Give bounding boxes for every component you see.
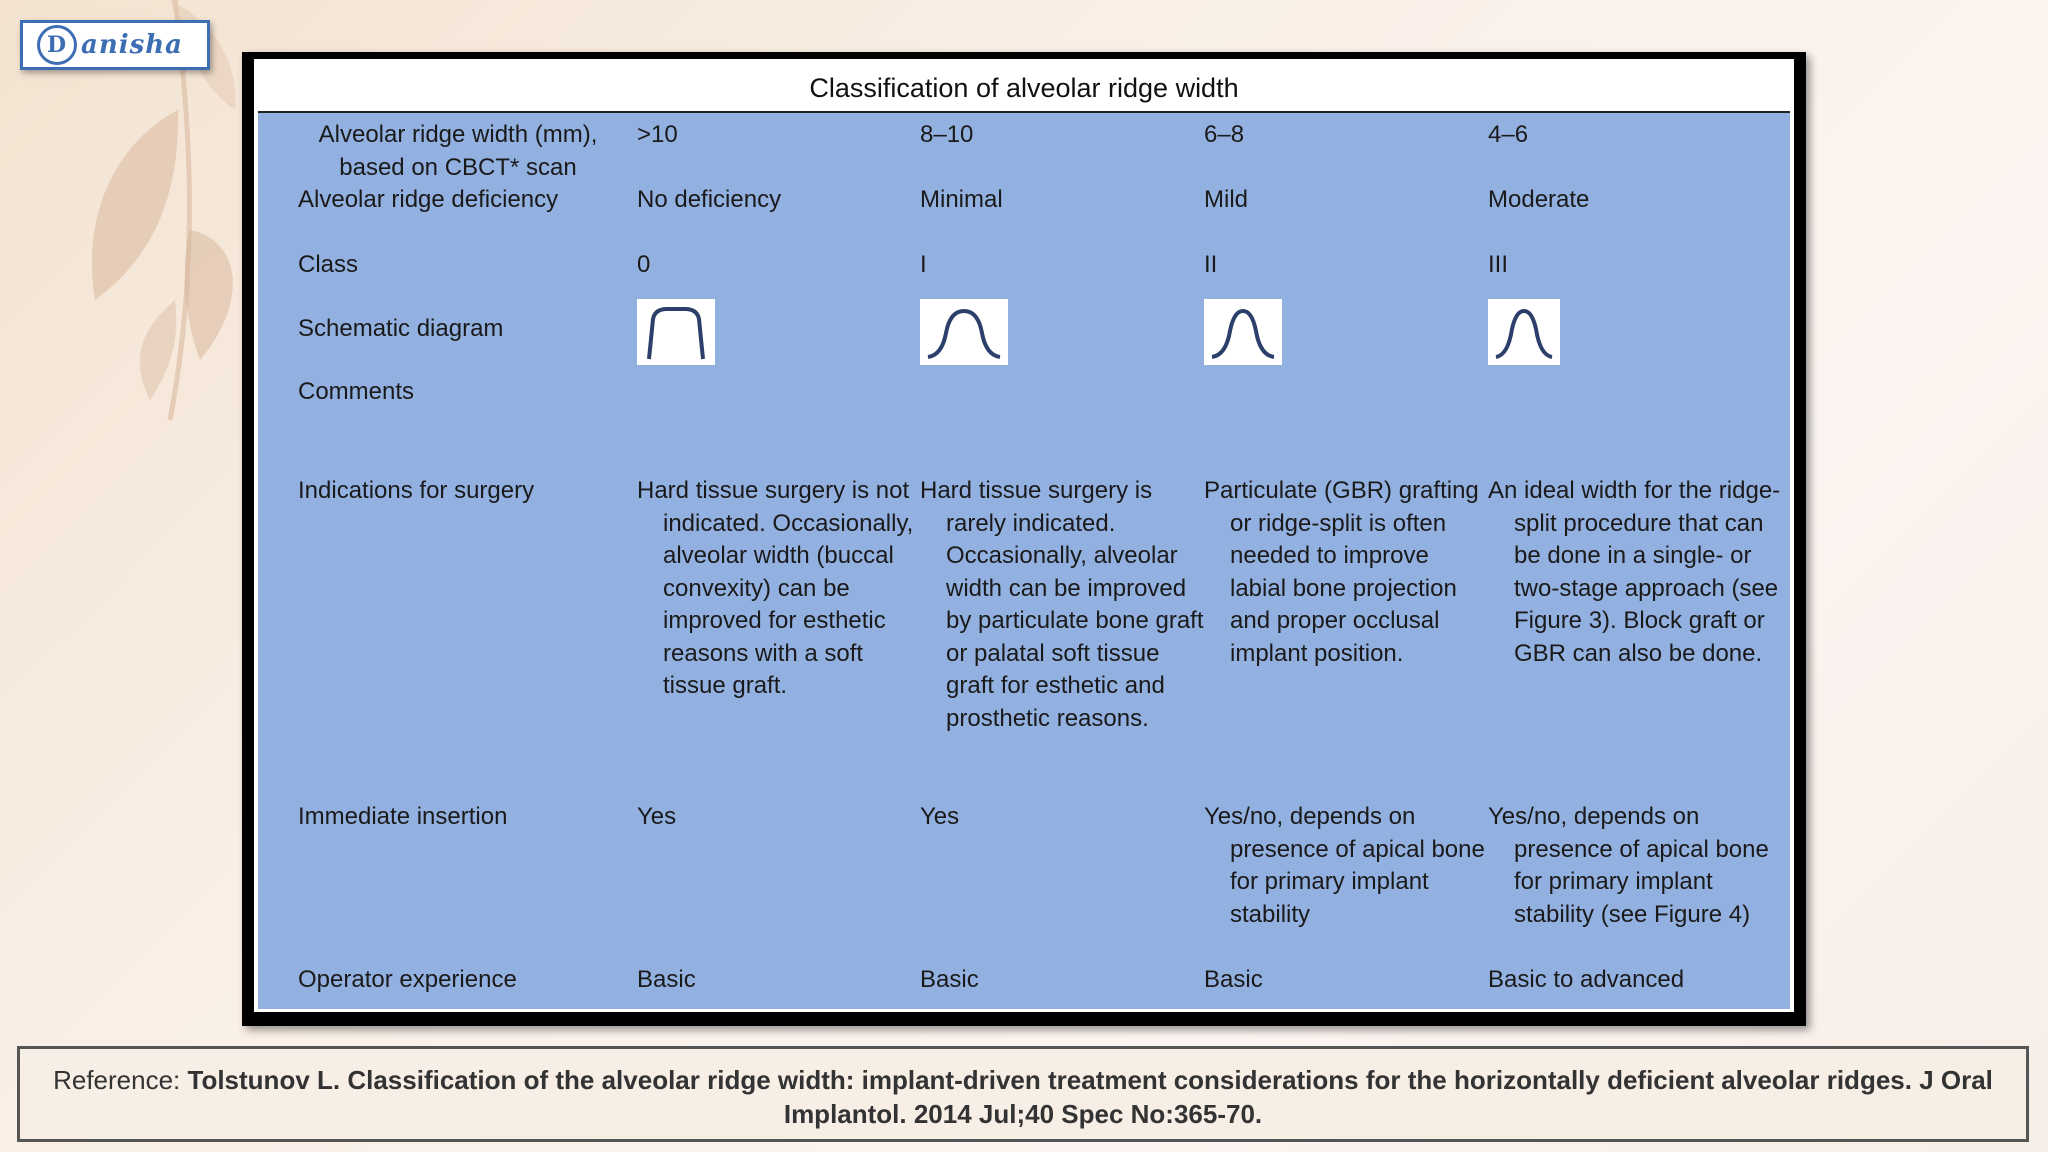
cell-deficiency-class-1: Minimal <box>920 186 1003 213</box>
row-label-operator-experience: Operator experience <box>298 966 517 993</box>
cell-insertion-class-0: Yes <box>637 803 677 830</box>
row-label-comments: Comments <box>298 378 415 405</box>
row-label-class: Class <box>298 251 359 278</box>
cell-experience-class-0: Basic <box>637 966 696 993</box>
row-label-ridge-width: Alveolar ridge width (mm), based on CBCT* scan <box>318 121 598 181</box>
cell-width-class-1: 8–10 <box>920 121 974 148</box>
table-title: Classification of alveolar ridge width <box>258 63 1790 113</box>
cell-insertion-class-1: Yes <box>920 803 960 830</box>
cell-width-class-0: >10 <box>637 121 678 148</box>
cell-deficiency-class-0: No deficiency <box>637 186 782 213</box>
logo-text: anisha <box>81 30 184 60</box>
cell-deficiency-class-3: Moderate <box>1488 186 1590 213</box>
reference-citation: Tolstunov L. Classification of the alveolar ridge width: implant-driven treatment considerations for the horizontally deficient alveolar ridges. J Oral Implantol. 2014 Jul;40 Spec No:365-70. <box>187 1065 1993 1129</box>
row-label-schematic: Schematic diagram <box>298 315 504 342</box>
reference-prefix: Reference: <box>53 1065 188 1095</box>
ridge-diagram-class-2-icon <box>1204 299 1282 365</box>
cell-indications-class-2: Particulate (GBR) grafting or ridge-split is often needed to improve labial bone projection and proper occlusal implant position. <box>1204 477 1479 667</box>
classification-table <box>258 113 1790 1009</box>
cell-class-0: 0 <box>637 251 651 278</box>
cell-class-3: III <box>1488 251 1509 278</box>
cell-deficiency-class-2: Mild <box>1204 186 1249 213</box>
table-inner <box>254 59 1794 1012</box>
cell-insertion-class-3: Yes/no, depends on presence of apical bone for primary implant stability (see Figure 4) <box>1488 803 1769 928</box>
cell-class-1: I <box>920 251 927 278</box>
ridge-diagram-class-3-icon <box>1488 299 1560 365</box>
row-label-indications: Indications for surgery <box>298 477 535 504</box>
cell-class-2: II <box>1204 251 1218 278</box>
cell-experience-class-3: Basic to advanced <box>1488 966 1685 993</box>
reference-box <box>17 1046 2029 1142</box>
cell-indications-class-3: An ideal width for the ridge-split procedure that can be done in a single- or two-stage approach (see Figure 3). Block graft or GBR can also be done. <box>1488 477 1781 667</box>
ridge-diagram-class-0-icon <box>637 299 715 365</box>
cell-experience-class-2: Basic <box>1204 966 1263 993</box>
cell-experience-class-1: Basic <box>920 966 979 993</box>
cell-insertion-class-2: Yes/no, depends on presence of apical bone for primary implant stability <box>1204 803 1485 928</box>
table-frame <box>242 52 1806 1026</box>
ridge-diagram-class-1-icon <box>920 299 1008 365</box>
cell-width-class-3: 4–6 <box>1488 121 1529 148</box>
logo <box>20 20 210 70</box>
cell-width-class-2: 6–8 <box>1204 121 1245 148</box>
cell-indications-class-1: Hard tissue surgery is rarely indicated. Occasionally, alveolar width can be improved by particulate bone graft or palatal soft tissue graft for esthetic and prosthetic reasons. <box>920 477 1204 732</box>
row-label-immediate-insertion: Immediate insertion <box>298 803 508 830</box>
cell-indications-class-0: Hard tissue surgery is not indicated. Occasionally, alveolar width (buccal convexity) can be improved for esthetic reasons with a soft tissue graft. <box>637 477 914 699</box>
logo-mark-icon: D <box>37 25 77 65</box>
row-label-deficiency: Alveolar ridge deficiency <box>298 186 559 213</box>
